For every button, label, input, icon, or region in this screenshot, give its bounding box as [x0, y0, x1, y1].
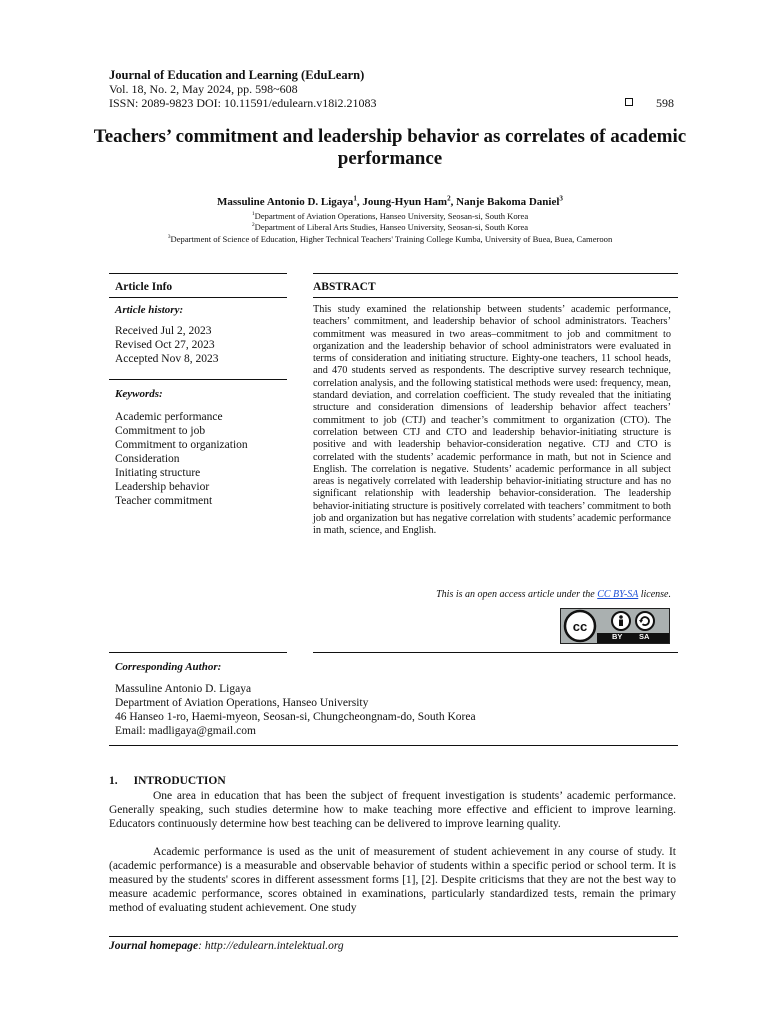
page-number: 598 — [656, 96, 674, 110]
paragraph — [109, 845, 676, 915]
divider — [109, 273, 287, 274]
paragraph-text: One area in education that has been the subject of frequent investigation is students’ academic performance. Generally speaking, such studies determine how to make teaching more effective and efficient to improve learning. Educators continuously determine how best teaching can be delivered to improve learning quality. — [109, 790, 676, 830]
affiliation — [60, 211, 720, 221]
affiliation-sup: 1 — [251, 211, 255, 218]
accepted-date: Accepted Nov 8, 2023 — [115, 353, 219, 365]
keyword: Initiating structure — [115, 467, 201, 479]
author-name: Massuline Antonio D. Ligaya — [217, 196, 354, 208]
received-date: Received Jul 2, 2023 — [115, 325, 212, 337]
section-title: INTRODUCTION — [133, 775, 226, 787]
keyword: Leadership behavior — [115, 481, 210, 493]
svg-text:cc: cc — [572, 619, 588, 634]
article-history-heading: Article history: — [115, 304, 184, 316]
abstract-text: This study examined the relationship between students’ academic performance, teachers’ commitment, and leadership behavior of school administrators. Teachers’ commitment was measured in two areas–commitment to job and commitment to organization and the leadership behavior of school administrators were evaluated in terms of consideration and initiating structure. Eighty-one teachers, 11 school heads, and 470 students served as respondents. The descriptive survey research technique, correlation analysis, and the following statistical methods were used: frequency, mean, standard deviation, and correlation coefficient. The study revealed that the initiating structure and consideration dimensions of leadership behavior affect teachers’ commitment to job (CTJ) and teacher’s commitment to organization (CTO). The correlation between CTJ and CTO and leadership behavior-initiating structure is positive and with leadership behavior-consideration negative. CTJ and CTO is correlated with the students’ academic performance in math, but not in Science and English. The correlation is negative. Students’ academic performance in all subject areas is negatively correlated with leadership behavior-initiating structure and has no significant relationship with leadership behavior-consideration. The leadership behavior-initiating structure is positively correlated with teachers’ commitment to both job and organization but has negative correlation with students’ academic performance in math, science, and English. — [313, 304, 671, 537]
corresponding-name: Massuline Antonio D. Ligaya — [115, 683, 252, 695]
journal-volume: Vol. 18, No. 2, May 2024, pp. 598~608 — [109, 82, 298, 96]
license-line — [313, 589, 671, 600]
square-bullet-icon — [625, 98, 633, 106]
paper-title: Teachers’ commitment and leadership behavior as correlates of academic performance — [93, 126, 687, 169]
license-prefix: This is an open access article under the — [436, 589, 598, 600]
corresponding-department: Department of Aviation Operations, Hanseo University — [115, 697, 369, 709]
badge-sa-label: SA — [639, 632, 650, 641]
paragraph — [109, 789, 676, 831]
divider — [109, 652, 287, 653]
homepage-label: Journal homepage — [109, 940, 199, 952]
license-suffix: license. — [638, 589, 671, 600]
article-info-heading: Article Info — [115, 281, 173, 293]
abstract-heading: ABSTRACT — [313, 281, 376, 293]
affiliation-sup: 3 — [167, 234, 171, 241]
keywords-heading: Keywords: — [115, 388, 163, 400]
divider — [313, 652, 678, 653]
keyword: Teacher commitment — [115, 495, 213, 507]
journal-homepage[interactable] — [109, 940, 344, 952]
paragraph-text: Academic performance is used as the unit of measurement of student achievement in any course of study. It (academic performance) is a measurable and observable behavior of students within a specific period or school term. It is measured by the students' scores in different assessment forms [1], [2]. Despite criticisms that they are not the best way to measure academic performance, scores obtained in examinations, particularly standardized tests, remain the primary method of evaluating student achievement. One study — [109, 846, 676, 914]
author-name: Nanje Bakoma Daniel — [456, 196, 560, 208]
divider — [109, 936, 678, 937]
author-name: Joung-Hyun Ham — [362, 196, 448, 208]
affiliation-text: Department of Science of Education, Higher Technical Teachers' Training College Kumba, University of Buea, Buea, Cameroon — [170, 234, 613, 244]
keyword: Consideration — [115, 453, 180, 465]
author-sup: 1 — [353, 194, 357, 203]
author-sup: 2 — [447, 194, 451, 203]
keyword: Commitment to organization — [115, 439, 248, 451]
affiliation-text: Department of Liberal Arts Studies, Hanseo University, Seosan-si, South Korea — [254, 222, 529, 232]
divider — [109, 379, 287, 380]
badge-by-label: BY — [612, 632, 623, 641]
homepage-url[interactable]: : http://edulearn.intelektual.org — [198, 940, 344, 952]
author-list: Massuline Antonio D. Ligaya$^1$, Joung-Hyun Ham$^2$, Nanje Bakoma Daniel$^3$ — [217, 194, 563, 208]
corresponding-address: 46 Hanseo 1-ro, Haemi-myeon, Seosan-si, Chungcheongnam-do, South Korea — [115, 711, 476, 723]
affiliation-sup: 2 — [251, 222, 255, 229]
keyword: Academic performance — [115, 411, 223, 423]
divider — [109, 745, 678, 746]
section-number: 1. — [109, 775, 118, 787]
cc-by-sa-badge[interactable] — [560, 608, 670, 644]
revised-date: Revised Oct 27, 2023 — [115, 339, 215, 351]
affiliation — [60, 222, 720, 232]
divider — [313, 297, 678, 298]
journal-name: Journal of Education and Learning (EduLearn) — [109, 68, 365, 82]
keyword: Commitment to job — [115, 425, 206, 437]
section-heading — [109, 775, 226, 787]
affiliation — [60, 234, 720, 244]
journal-issn-doi: ISSN: 2089-9823 DOI: 10.11591/edulearn.v18i2.21083 — [109, 96, 377, 110]
corresponding-email[interactable]: Email: madligaya@gmail.com — [115, 725, 256, 737]
license-link[interactable]: CC BY-SA — [597, 589, 639, 600]
affiliation-text: Department of Aviation Operations, Hanseo University, Seosan-si, South Korea — [254, 211, 529, 221]
corresponding-author-heading: Corresponding Author: — [115, 661, 222, 673]
author-sup: 3 — [559, 194, 563, 203]
sa-share-alike-icon — [636, 612, 654, 630]
divider — [109, 297, 287, 298]
divider — [313, 273, 678, 274]
